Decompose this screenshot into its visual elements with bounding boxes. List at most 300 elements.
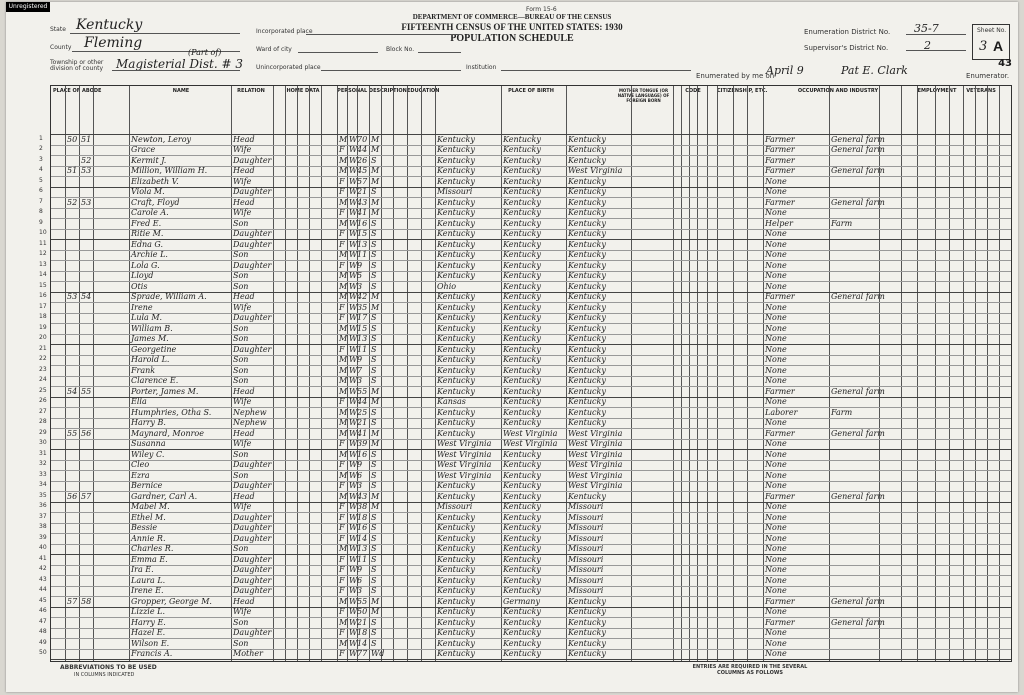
row-number: 39 <box>39 533 47 541</box>
birthplace: Kentucky <box>437 176 475 186</box>
occupation: Helper <box>765 218 793 228</box>
race: W <box>349 323 358 333</box>
father-birthplace: Kentucky <box>503 302 541 312</box>
relation: Daughter <box>233 260 272 270</box>
marital-status: S <box>371 407 377 417</box>
mother-birthplace: Kentucky <box>568 281 606 291</box>
colgroup-employment: EMPLOYMENT <box>917 88 957 94</box>
footer-abbreviations-title: ABBREVIATIONS TO BE USED <box>60 664 157 671</box>
person-name: Million, William H. <box>131 166 208 175</box>
sex: F <box>339 533 345 543</box>
age: 42 <box>357 292 368 301</box>
age: 21 <box>357 418 368 427</box>
row-number: 32 <box>39 460 47 467</box>
marital-status: S <box>371 575 377 585</box>
occupation: Farmer <box>765 596 795 606</box>
occupation: None <box>765 439 787 448</box>
birthplace: West Virginia <box>437 449 492 459</box>
birthplace: Kentucky <box>437 407 475 417</box>
supervisor-label: Supervisor's District No. <box>804 44 889 52</box>
father-birthplace: Kentucky <box>503 565 541 574</box>
row-number: 18 <box>39 313 47 320</box>
mother-birthplace: Kentucky <box>568 355 606 364</box>
marital-status: S <box>371 260 377 270</box>
father-birthplace: Kentucky <box>503 313 541 322</box>
person-name: Laura L. <box>131 575 166 585</box>
person-name: Lula M. <box>131 313 163 322</box>
birthplace: Kentucky <box>437 418 475 427</box>
mother-birthplace: Kentucky <box>568 386 606 396</box>
birthplace: Kentucky <box>437 607 475 616</box>
sex: M <box>339 617 348 627</box>
race: W <box>349 607 358 616</box>
father-birthplace: Kentucky <box>503 239 541 249</box>
race: W <box>349 344 358 354</box>
occupation: Laborer <box>765 407 798 417</box>
sex: F <box>339 554 345 564</box>
person-name: Frank <box>131 365 156 375</box>
sex: F <box>339 344 345 354</box>
occupation: None <box>765 208 787 217</box>
race: W <box>349 491 358 501</box>
age: 41 <box>357 208 368 217</box>
institution-line <box>501 70 691 71</box>
relation: Daughter <box>233 229 272 238</box>
row-number: 25 <box>39 386 47 394</box>
birthplace: Kentucky <box>437 166 475 175</box>
sex: M <box>339 292 348 301</box>
age: 13 <box>357 239 368 249</box>
mother-birthplace: Kentucky <box>568 260 606 270</box>
occupation: None <box>765 449 787 459</box>
family-number: 55 <box>81 386 92 396</box>
race: W <box>349 460 358 469</box>
relation: Wife <box>233 176 252 186</box>
person-name: Francis A. <box>131 649 173 658</box>
marital-status: S <box>371 533 377 543</box>
marital-status: S <box>371 250 377 259</box>
person-name: Cleo <box>131 460 150 469</box>
relation: Son <box>233 470 249 480</box>
marital-status: M <box>371 208 380 217</box>
race: W <box>349 407 358 417</box>
colgroup-tongue: MOTHER TONGUE (OR NATIVE LANGUAGE) OF FOREIGN BORN <box>617 88 670 103</box>
marital-status: M <box>371 386 380 396</box>
birthplace: Kentucky <box>437 334 475 343</box>
mother-birthplace: West Virginia <box>568 439 623 448</box>
sex: M <box>339 355 348 364</box>
row-line <box>51 659 1011 660</box>
mother-birthplace: Kentucky <box>568 187 606 196</box>
occupation: None <box>765 376 787 385</box>
sex: F <box>339 229 345 238</box>
age: 9 <box>357 260 363 270</box>
relation: Son <box>233 355 249 364</box>
industry: General farm <box>831 386 885 396</box>
race: W <box>349 197 358 207</box>
birthplace: Kentucky <box>437 376 475 385</box>
person-name: Maynard, Monroe <box>131 428 204 438</box>
mother-birthplace: Kentucky <box>568 176 606 186</box>
person-name: Viola M. <box>131 187 165 196</box>
father-birthplace: Kentucky <box>503 512 541 522</box>
race: W <box>349 596 358 606</box>
sex: M <box>339 271 348 280</box>
race: W <box>349 512 358 522</box>
race: W <box>349 334 358 343</box>
birthplace: Kentucky <box>437 575 475 585</box>
industry: General farm <box>831 428 885 438</box>
marital-status: S <box>371 565 377 574</box>
family-number: 53 <box>81 166 92 175</box>
race: W <box>349 617 358 627</box>
age: 3 <box>357 376 363 385</box>
person-name: Fred E. <box>131 218 162 228</box>
row-number: 47 <box>39 617 47 625</box>
row-number: 23 <box>39 365 47 373</box>
row-number: 50 <box>39 649 47 656</box>
race: W <box>349 134 358 144</box>
father-birthplace: Kentucky <box>503 323 541 333</box>
occupation: None <box>765 649 787 658</box>
family-number: 58 <box>81 596 92 606</box>
township-line <box>112 70 240 71</box>
person-name: Bernice <box>131 481 163 490</box>
sex: M <box>339 638 348 648</box>
sheet-number-box <box>972 24 1010 60</box>
row-number: 26 <box>39 397 47 404</box>
colgroup-personal: PERSONAL DESCRIPTION <box>337 88 407 94</box>
birthplace: Kentucky <box>437 544 475 553</box>
mother-birthplace: Kentucky <box>568 239 606 249</box>
age: 16 <box>357 523 368 532</box>
marital-status: M <box>371 491 380 501</box>
race: W <box>349 166 358 175</box>
race: W <box>349 544 358 553</box>
marital-status: S <box>371 512 377 522</box>
relation: Daughter <box>233 533 272 543</box>
father-birthplace: Kentucky <box>503 166 541 175</box>
race: W <box>349 281 358 291</box>
age: 21 <box>357 187 368 196</box>
mother-birthplace: Kentucky <box>568 407 606 417</box>
race: W <box>349 470 358 480</box>
row-number: 24 <box>39 376 47 383</box>
marital-status: S <box>371 344 377 354</box>
father-birthplace: Kentucky <box>503 334 541 343</box>
colgroup-name: NAME <box>172 88 190 94</box>
relation: Daughter <box>233 512 272 522</box>
marital-status: S <box>371 617 377 627</box>
relation: Mother <box>233 649 263 658</box>
person-name: Charles R. <box>131 544 174 553</box>
unregistered-stamp: Unregistered <box>6 2 50 12</box>
relation: Son <box>233 218 249 228</box>
industry: Farm <box>831 218 853 228</box>
race: W <box>349 271 358 280</box>
marital-status: S <box>371 365 377 375</box>
mother-birthplace: West Virginia <box>568 449 623 459</box>
father-birthplace: Kentucky <box>503 271 541 280</box>
mother-birthplace: Kentucky <box>568 365 606 375</box>
birthplace: Kentucky <box>437 250 475 259</box>
birthplace: Kentucky <box>437 155 475 165</box>
relation: Son <box>233 365 249 375</box>
person-name: Harold L. <box>131 355 170 364</box>
birthplace: Kentucky <box>437 271 475 280</box>
row-number: 5 <box>39 176 43 184</box>
relation: Daughter <box>233 628 272 637</box>
age: 11 <box>357 554 368 564</box>
birthplace: Kentucky <box>437 628 475 637</box>
colgroup-home: HOME DATA <box>286 88 320 94</box>
marital-status: S <box>371 323 377 333</box>
age: 21 <box>357 617 368 627</box>
occupation: None <box>765 344 787 354</box>
relation: Daughter <box>233 239 272 249</box>
row-number: 36 <box>39 502 47 509</box>
row-number: 31 <box>39 449 47 457</box>
father-birthplace: Kentucky <box>503 470 541 480</box>
occupation: None <box>765 512 787 522</box>
age: 13 <box>357 334 368 343</box>
age: 3 <box>357 586 363 595</box>
race: W <box>349 628 358 637</box>
marital-status: S <box>371 155 377 165</box>
page-number: 43 <box>998 58 1012 69</box>
birthplace: Kentucky <box>437 229 475 238</box>
block-label: Block No. <box>386 46 415 53</box>
occupation: None <box>765 260 787 270</box>
marital-status: S <box>371 313 377 322</box>
occupation: None <box>765 523 787 532</box>
block-line <box>418 52 461 53</box>
occupation: None <box>765 565 787 574</box>
marital-status: M <box>371 607 380 616</box>
marital-status: S <box>371 481 377 490</box>
father-birthplace: Kentucky <box>503 176 541 186</box>
occupation: None <box>765 554 787 564</box>
birthplace: Kentucky <box>437 134 475 144</box>
age: 44 <box>357 145 368 154</box>
relation: Daughter <box>233 565 272 574</box>
ward-label: Ward of city <box>256 46 292 53</box>
relation: Son <box>233 617 249 627</box>
occupation: None <box>765 502 787 511</box>
relation: Daughter <box>233 155 272 165</box>
dwelling-number: 51 <box>67 166 78 175</box>
mother-birthplace: Missouri <box>568 575 604 585</box>
sex: M <box>339 407 348 417</box>
age: 11 <box>357 344 368 354</box>
industry: General farm <box>831 491 885 501</box>
marital-status: M <box>371 428 380 438</box>
age: 77 <box>357 649 368 658</box>
industry: General farm <box>831 145 885 154</box>
person-name: Carole A. <box>131 208 169 217</box>
census-sheet <box>6 2 1018 692</box>
enumerator-label: Enumerator. <box>966 72 1010 80</box>
supervisor-line <box>906 50 966 51</box>
row-number: 22 <box>39 355 47 362</box>
enumerator-name: Pat E. Clark <box>841 64 908 77</box>
relation: Son <box>233 250 249 259</box>
sex: M <box>339 386 348 396</box>
mother-birthplace: Kentucky <box>568 617 606 627</box>
unincorporated-line <box>321 70 461 71</box>
father-birthplace: Kentucky <box>503 260 541 270</box>
race: W <box>349 418 358 427</box>
relation: Daughter <box>233 481 272 490</box>
sex: F <box>339 145 345 154</box>
row-number: 17 <box>39 302 47 310</box>
marital-status: M <box>371 176 380 186</box>
sex: M <box>339 134 348 144</box>
industry: Farm <box>831 407 853 417</box>
relation: Head <box>233 166 255 175</box>
mother-birthplace: Kentucky <box>568 197 606 207</box>
father-birthplace: Kentucky <box>503 355 541 364</box>
institution-label: Institution <box>466 64 497 71</box>
sex: F <box>339 239 345 249</box>
race: W <box>349 428 358 438</box>
supervisor-value: 2 <box>924 39 931 52</box>
occupation: None <box>765 281 787 291</box>
race: W <box>349 218 358 228</box>
row-number: 3 <box>39 155 43 163</box>
marital-status: S <box>371 334 377 343</box>
father-birthplace: Kentucky <box>503 376 541 385</box>
birthplace: Kentucky <box>437 512 475 522</box>
colgroup-birth: PLACE OF BIRTH <box>508 88 554 94</box>
person-name: Gardner, Carl A. <box>131 491 198 501</box>
marital-status: S <box>371 281 377 291</box>
birthplace: Missouri <box>437 187 473 196</box>
dwelling-number: 55 <box>67 428 78 438</box>
row-number: 2 <box>39 145 43 152</box>
birthplace: Kentucky <box>437 586 475 595</box>
sex: M <box>339 449 348 459</box>
father-birthplace: Kentucky <box>503 649 541 658</box>
relation: Head <box>233 428 255 438</box>
mother-birthplace: Kentucky <box>568 376 606 385</box>
sex: F <box>339 302 345 312</box>
occupation: None <box>765 355 787 364</box>
age: 5 <box>357 271 363 280</box>
relation: Son <box>233 544 249 553</box>
age: 18 <box>357 628 368 637</box>
father-birthplace: Kentucky <box>503 628 541 637</box>
marital-status: S <box>371 229 377 238</box>
footer-entries-note: ENTRIES ARE REQUIRED IN THE SEVERAL COLUMNS AS FOLLOWS <box>692 664 808 676</box>
mother-birthplace: Kentucky <box>568 229 606 238</box>
race: W <box>349 554 358 564</box>
father-birthplace: Kentucky <box>503 292 541 301</box>
row-number: 6 <box>39 187 43 194</box>
relation: Wife <box>233 397 252 406</box>
father-birthplace: Kentucky <box>503 344 541 354</box>
row-number: 10 <box>39 229 47 236</box>
marital-status: S <box>371 628 377 637</box>
mother-birthplace: Missouri <box>568 523 604 532</box>
row-number: 21 <box>39 344 47 352</box>
marital-status: M <box>371 502 380 511</box>
row-number: 27 <box>39 407 47 415</box>
dwelling-number: 52 <box>67 197 78 207</box>
sex: M <box>339 323 348 333</box>
footer-abbreviations-sub: IN COLUMNS INDICATED <box>74 672 135 678</box>
occupation: None <box>765 365 787 375</box>
birthplace: Kentucky <box>437 365 475 375</box>
marital-status: M <box>371 596 380 606</box>
sex: M <box>339 281 348 291</box>
relation: Wife <box>233 502 252 511</box>
relation: Son <box>233 281 249 291</box>
marital-status: S <box>371 586 377 595</box>
relation: Head <box>233 491 255 501</box>
industry: General farm <box>831 617 885 627</box>
birthplace: West Virginia <box>437 460 492 469</box>
relation: Wife <box>233 439 252 448</box>
mother-birthplace: Kentucky <box>568 596 606 606</box>
sex: F <box>339 523 345 532</box>
mother-birthplace: Kentucky <box>568 271 606 280</box>
sex: F <box>339 439 345 448</box>
dwelling-number: 57 <box>67 596 78 606</box>
race: W <box>349 355 358 364</box>
mother-birthplace: West Virginia <box>568 481 623 490</box>
marital-status: M <box>371 397 380 406</box>
sex: M <box>339 197 348 207</box>
marital-status: M <box>371 292 380 301</box>
age: 11 <box>357 250 368 259</box>
occupation: Farmer <box>765 428 795 438</box>
mother-birthplace: Kentucky <box>568 628 606 637</box>
enum-district-label: Enumeration District No. <box>804 28 891 36</box>
colgroup-code: CODE <box>685 88 701 94</box>
father-birthplace: Kentucky <box>503 418 541 427</box>
occupation: None <box>765 460 787 469</box>
person-name: Irene E. <box>131 586 164 595</box>
mother-birthplace: Missouri <box>568 502 604 511</box>
mother-birthplace: Missouri <box>568 544 604 553</box>
age: 50 <box>357 607 368 616</box>
race: W <box>349 155 358 165</box>
person-name: Otis <box>131 281 148 291</box>
birthplace: Kentucky <box>437 292 475 301</box>
colgroup-occupation: OCCUPATION AND INDUSTRY <box>797 88 879 94</box>
age: 44 <box>357 397 368 406</box>
person-name: Craft, Floyd <box>131 197 180 207</box>
sex: F <box>339 397 345 406</box>
form-number: Form 15-6 <box>526 6 557 13</box>
race: W <box>349 533 358 543</box>
relation: Head <box>233 386 255 396</box>
marital-status: S <box>371 239 377 249</box>
colgroup-relation: RELATION <box>237 88 265 94</box>
birthplace: Kentucky <box>437 617 475 627</box>
row-number: 4 <box>39 166 43 173</box>
father-birthplace: Kentucky <box>503 575 541 585</box>
birthplace: Ohio <box>437 281 457 291</box>
state-label: State <box>50 26 66 33</box>
mother-birthplace: Kentucky <box>568 418 606 427</box>
mother-birthplace: Missouri <box>568 586 604 595</box>
birthplace: West Virginia <box>437 439 492 448</box>
race: W <box>349 449 358 459</box>
mother-birthplace: Kentucky <box>568 607 606 616</box>
birthplace: Kentucky <box>437 428 475 438</box>
